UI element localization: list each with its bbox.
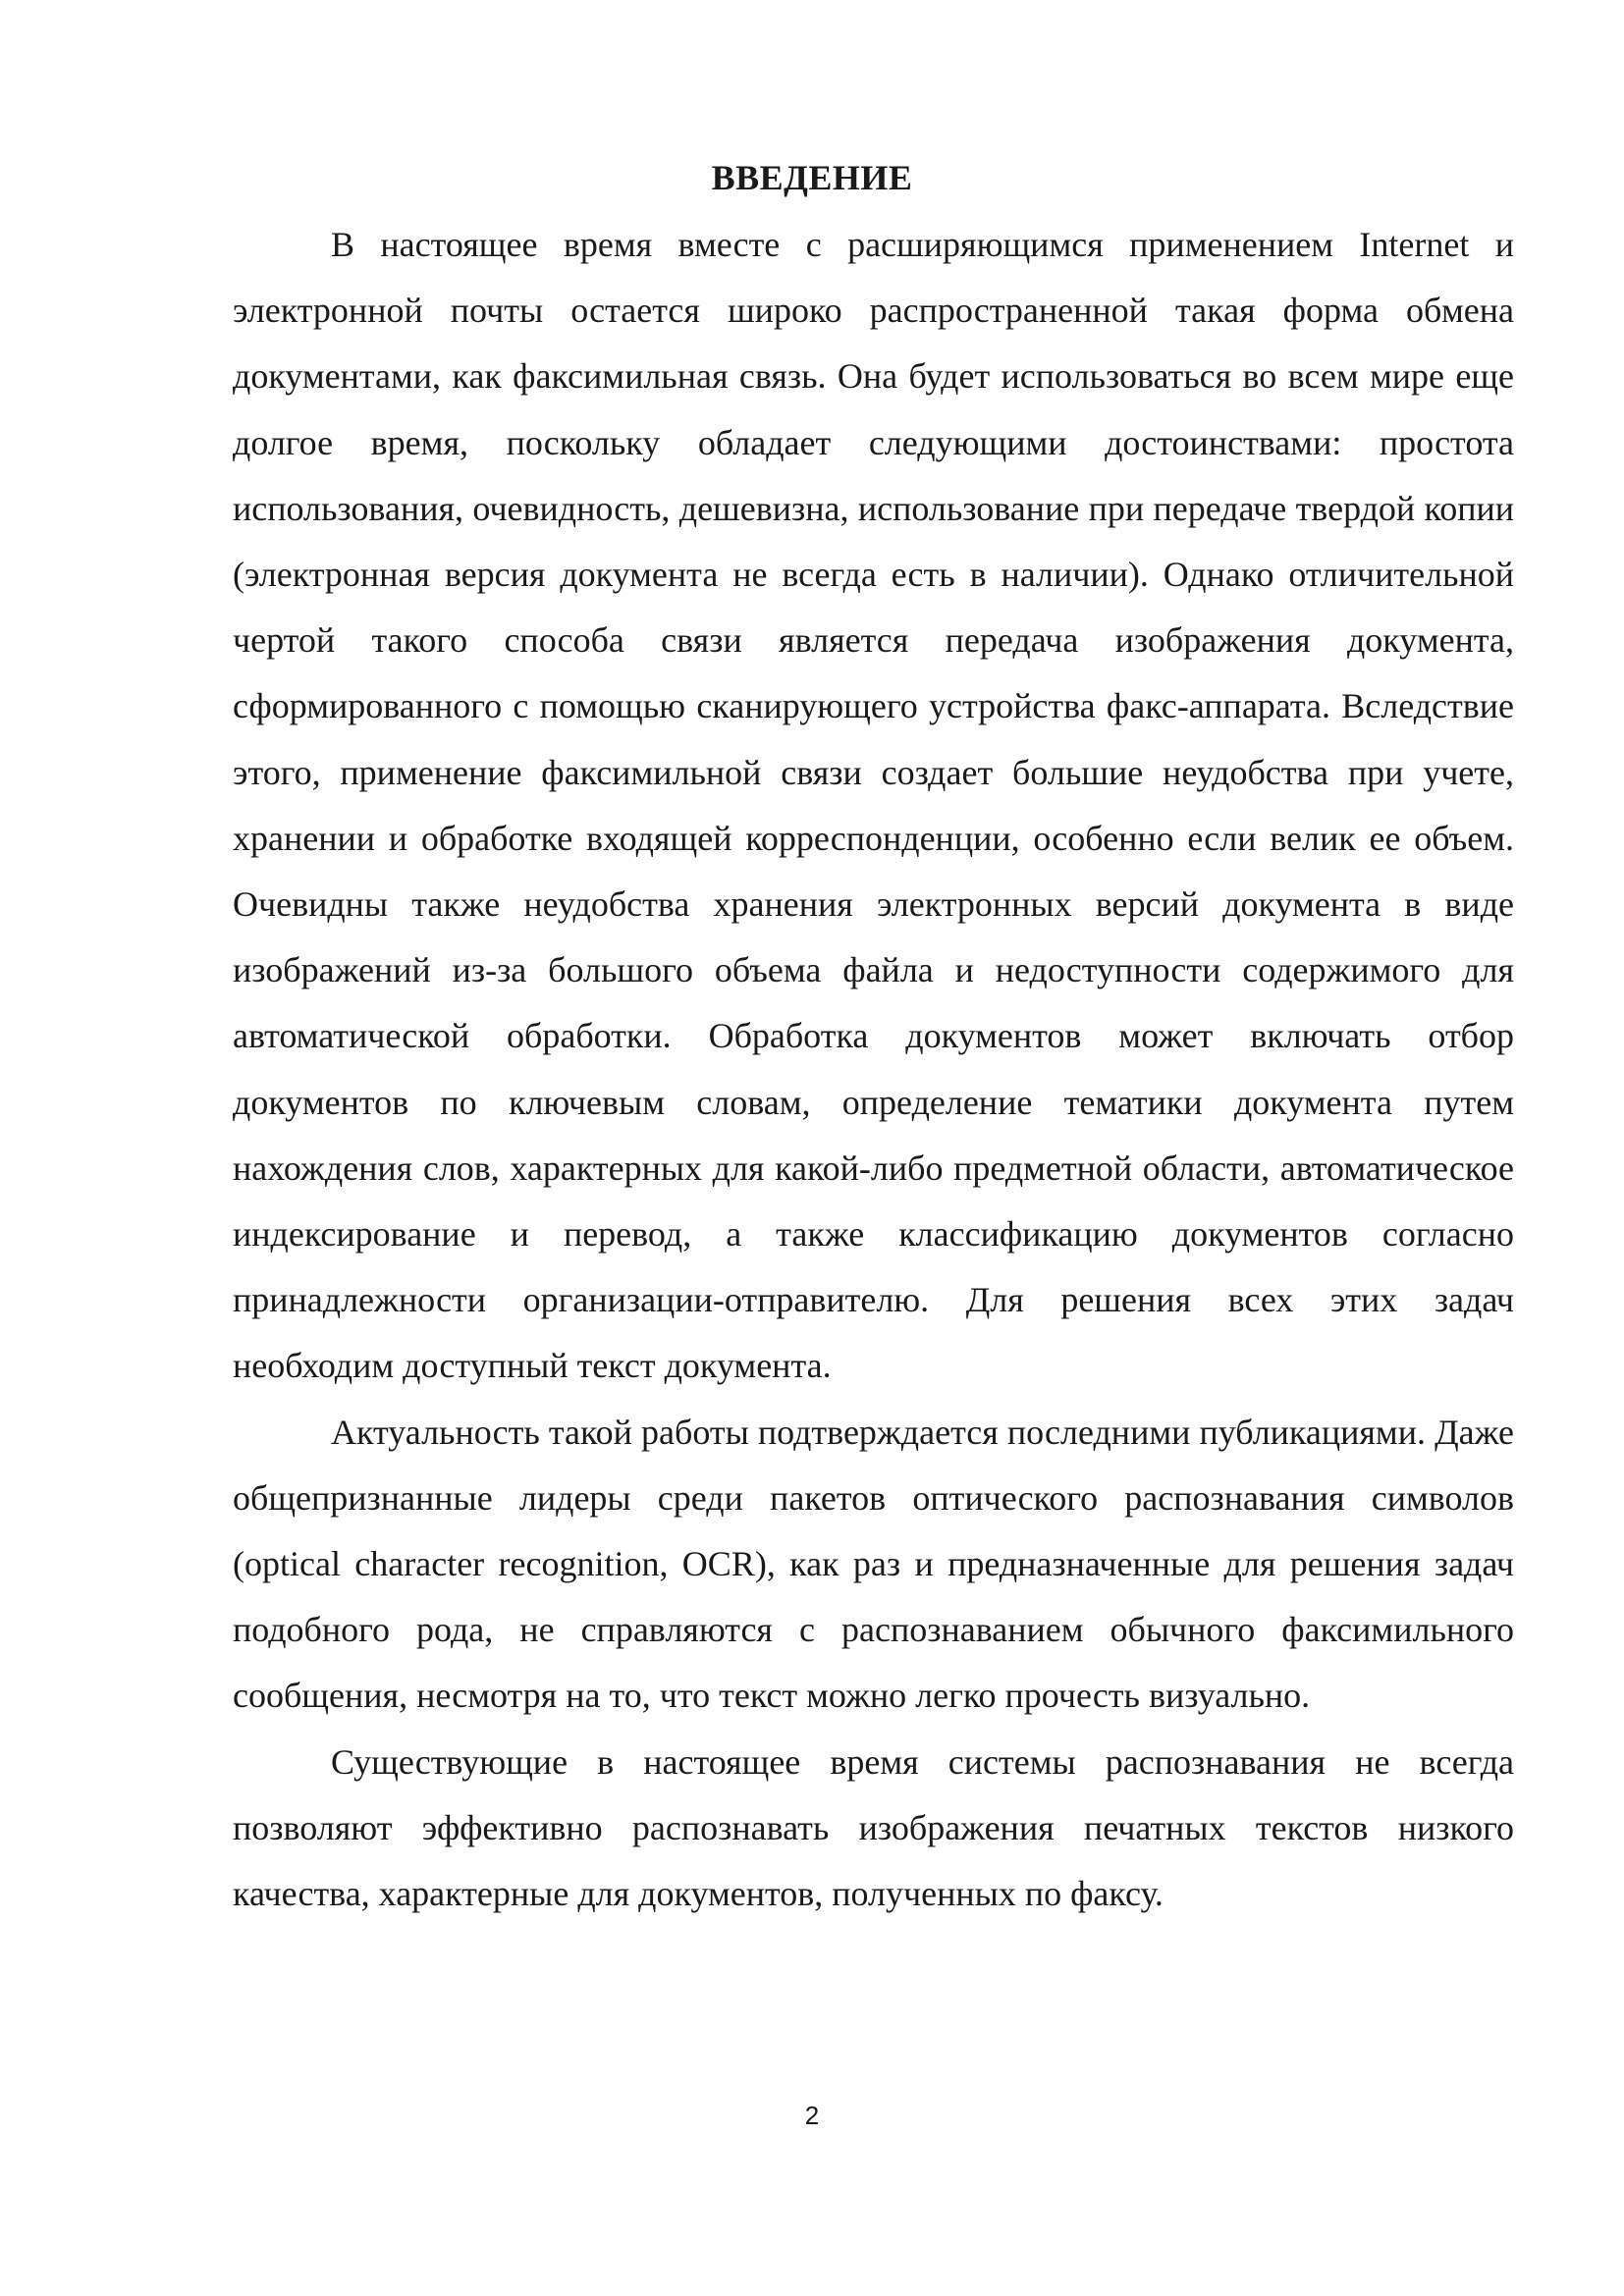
paragraph-2: Актуальность такой работы подтверждается последними публикациями. Даже общепризнанные лидеры среди пакетов оптического распознавания символов (optical character recognition, OCR), как раз и предназначенные для решения задач подобного рода, не справляются с распознаванием обычного факсимильного сообщения, несмотря на то, что текст можно легко прочесть визуально. [233, 1412, 1514, 1716]
paragraph-1: В настоящее время вместе с расширяющимся применением Internet и электронной почты остается широко распространенной такая форма обмена документами, как факсимильная связь. Она будет использоваться во всем мире еще долгое время, поскольку обладает следующими достоинствами: простота использования, очевидность, дешевизна, использование при передаче твердой копии (электронная версия документа не всегда есть в наличии). Однако отличительной чертой такого способа связи является передача изображения документа, сформированного с помощью сканирующего устройства факс-аппарата. Вследствие этого, применение факсимильной связи создает большие неудобства при учете, хранении и обработке входящей корреспонденции, особенно если велик ее объем. Очевидны также неудобства хранения электронных версий документа в виде изображений из-за большого объема файла и недоступности содержимого для автоматической обработки. Обработка документов может включать отбор документов по ключевым словам, определение тематики документа путем нахождения слов, характерных для какой-либо предметной области, автоматическое индексирование и перевод, а также классификацию документов согласно принадлежности организации-отправителю. Для решения всех этих задач необходим доступный текст документа. [233, 225, 1514, 1386]
page-number: 2 [804, 2101, 820, 2130]
section-heading: ВВЕДЕНИЕ [711, 158, 913, 197]
body-text [233, 212, 1514, 1927]
paragraph-3: Существующие в настоящее время системы распознавания не всегда позволяют эффективно распознавать изображения печатных текстов низкого качества, характерные для документов, полученных по факсу. [233, 1741, 1514, 1914]
